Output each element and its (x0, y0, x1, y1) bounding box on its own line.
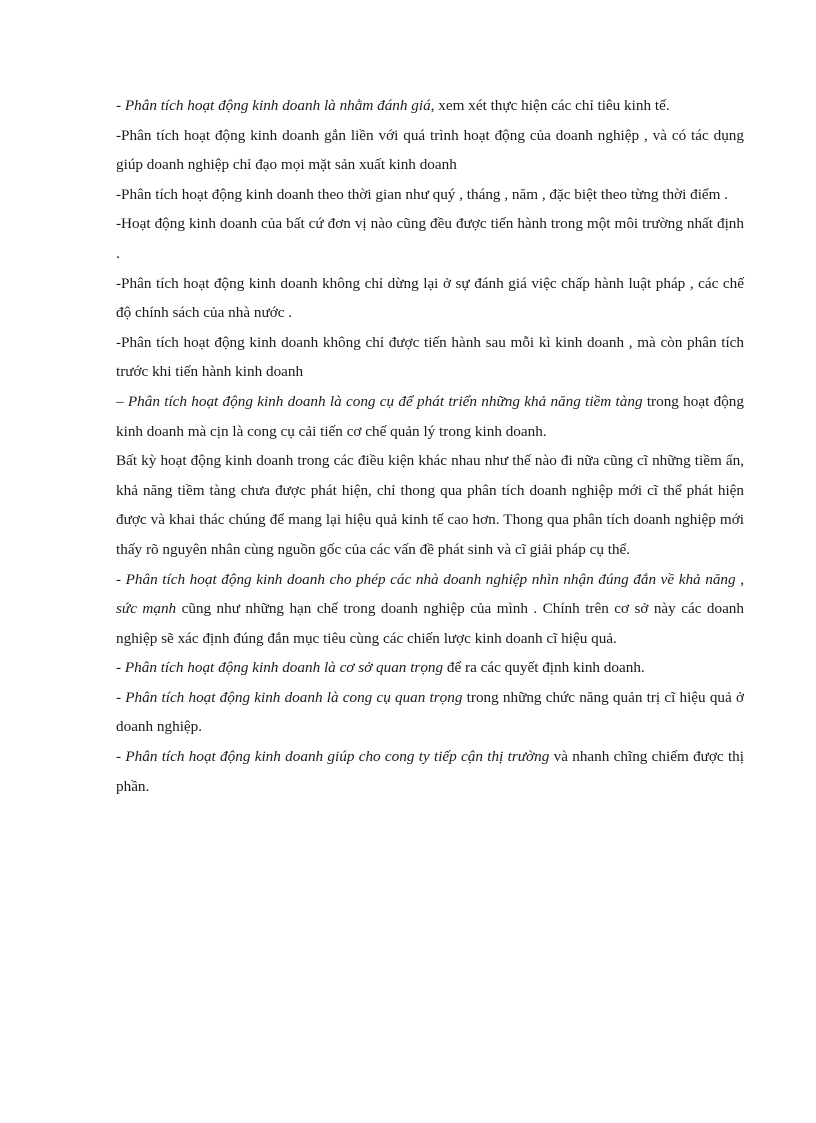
italic-lead: - Phân tích hoạt động kinh doanh là cơ sở quan trọng (116, 659, 444, 677)
body-text: -Phân tích hoạt động kinh doanh không chỉ được tiến hành sau mỗi kì kinh doanh , mà còn phân tích trước khi tiến hành kinh doanh (116, 333, 744, 381)
body-text: -Phân tích hoạt động kinh doanh theo thời gian như quý , tháng , năm , đặc biệt theo từng thời điểm . (116, 185, 729, 203)
paragraph (116, 180, 744, 210)
body-text: -Hoạt động kinh doanh của bất cứ đơn vị nào cũng đều được tiến hành trong một môi trường nhất định . (116, 215, 744, 262)
italic-lead: - Phân tích hoạt động kinh doanh là nhằm đánh giá (116, 97, 431, 114)
body-text: Bất kỳ hoạt động kinh doanh trong các điều kiện khác nhau như thế nào đi nữa cũng cĩ những tiềm ẩn, khả năng tiềm tàng chưa được phát hiện, chỉ thong qua phân tích doanh nghiệp mới cĩ thể phát hiện được và khai thác chúng để mang lại hiệu quả kinh tế cao hơn. Thong qua phân tích doanh nghiệp mới thấy rõ nguyên nhân cùng nguồn gốc của các vấn đề phát sinh và cĩ giải pháp cụ thể. (116, 452, 744, 558)
paragraph (116, 565, 744, 654)
paragraph (116, 683, 744, 742)
paragraph (116, 91, 744, 121)
body-text: để ra các quyết định kinh doanh. (443, 659, 645, 677)
italic-lead: - Phân tích hoạt động kinh doanh cho phép các nhà doanh nghiệp nhìn nhận đúng đắn về khả năng , sức mạnh (116, 570, 744, 618)
body-text: trong những chức năng quản trị cĩ hiệu quả ở doanh nghiệp. (116, 688, 744, 736)
paragraph (116, 328, 744, 387)
body-text: -Phân tích hoạt động kinh doanh gắn liền với quá trình hoạt động của doanh nghiệp , và có tác dụng giúp doanh nghiệp chỉ đạo mọi mặt sản xuất kinh doanh (116, 126, 744, 174)
paragraph (116, 446, 744, 564)
body-text: trong hoạt động kinh doanh mà cịn là cong cụ cải tiến cơ chế quản lý trong kinh doanh. (116, 392, 744, 440)
italic-lead: - Phân tích hoạt động kinh doanh giúp cho cong ty tiếp cận thị trường (116, 748, 550, 766)
italic-lead: – Phân tích hoạt động kinh doanh là cong cụ để phát triển những khả năng tiềm tàng (116, 392, 643, 410)
paragraph (116, 387, 744, 446)
paragraph (116, 742, 744, 801)
body-text: , xem xét thực hiện các chỉ tiêu kinh tế. (430, 97, 670, 114)
body-text: và nhanh chĩng chiếm được thị phần. (116, 748, 744, 795)
italic-lead: - Phân tích hoạt động kinh doanh là cong cụ quan trọng (116, 688, 463, 706)
paragraph (116, 209, 744, 268)
paragraph (116, 121, 744, 180)
body-text: -Phân tích hoạt động kinh doanh không chỉ dừng lại ở sự đánh giá việc chấp hành luật pháp , các chế độ chính sách của nhà nước . (116, 274, 744, 322)
body-text: cũng như những hạn chế trong doanh nghiệp của mình . Chính trên cơ sở này các doanh nghiệp sẽ xác định đúng đắn mục tiêu cùng các chiến lược kinh doanh cĩ hiệu quả. (116, 600, 744, 647)
paragraph (116, 269, 744, 328)
document-page (116, 91, 744, 801)
paragraph (116, 653, 744, 683)
